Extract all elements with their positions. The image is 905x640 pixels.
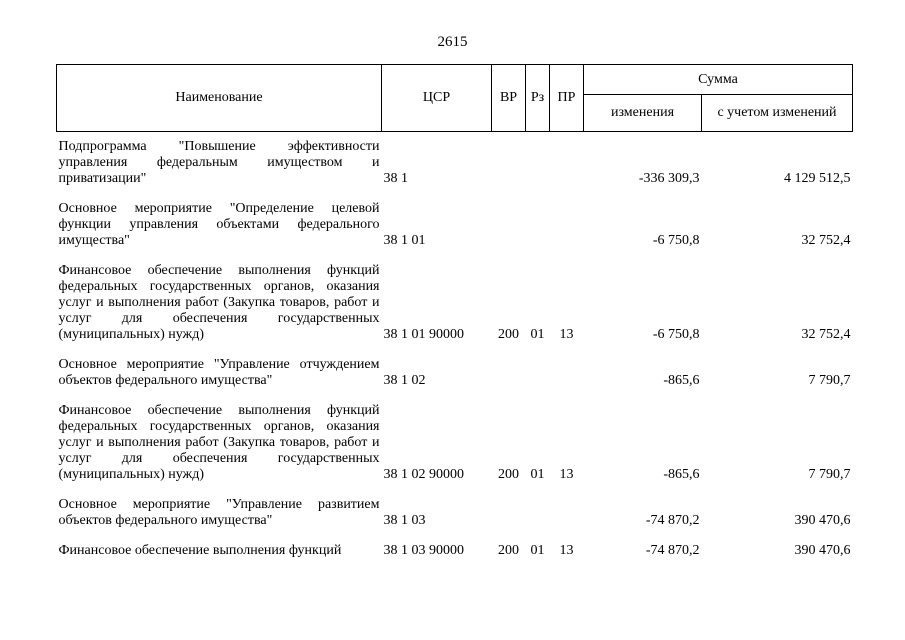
row-pr bbox=[550, 486, 584, 532]
row-name: Подпрограмма "Повышение эффективности управления федеральным имуществом и приватизации" bbox=[58, 139, 380, 186]
row-pr bbox=[550, 190, 584, 252]
table-row bbox=[57, 252, 853, 346]
budget-table bbox=[56, 64, 853, 562]
row-total: 32 752,4 bbox=[801, 327, 851, 342]
row-vr bbox=[492, 190, 526, 252]
header-pr: ПР bbox=[550, 65, 584, 132]
row-rz bbox=[526, 132, 550, 191]
row-vr bbox=[492, 132, 526, 191]
row-change: -865,6 bbox=[663, 373, 700, 388]
row-total: 7 790,7 bbox=[808, 467, 851, 482]
row-vr: 200 bbox=[498, 467, 519, 482]
header-with-change: с учетом изменений bbox=[702, 95, 853, 132]
table-row bbox=[57, 346, 853, 392]
row-csr: 38 1 02 90000 bbox=[383, 467, 464, 482]
row-pr: 13 bbox=[559, 467, 574, 482]
row-name: Основное мероприятие "Управление развитием объектов федерального имущества" bbox=[58, 497, 380, 528]
row-rz: 01 bbox=[530, 467, 545, 482]
table-row bbox=[57, 392, 853, 486]
row-csr: 38 1 03 bbox=[383, 513, 426, 528]
header-rz: Рз bbox=[526, 65, 550, 132]
row-pr: 13 bbox=[559, 543, 574, 558]
row-rz bbox=[526, 190, 550, 252]
row-pr: 13 bbox=[559, 327, 574, 342]
row-csr: 38 1 03 90000 bbox=[383, 543, 464, 558]
row-change: -74 870,2 bbox=[645, 543, 700, 558]
row-change: -6 750,8 bbox=[652, 233, 700, 248]
table-body bbox=[57, 132, 853, 563]
header-change: изменения bbox=[584, 95, 702, 132]
table-row bbox=[57, 532, 853, 562]
row-csr: 38 1 01 bbox=[383, 233, 426, 248]
row-rz bbox=[526, 346, 550, 392]
row-csr: 38 1 bbox=[383, 171, 408, 186]
table-row bbox=[57, 486, 853, 532]
row-pr bbox=[550, 132, 584, 191]
row-vr: 200 bbox=[498, 543, 519, 558]
row-name: Финансовое обеспечение выполнения функций федеральных государственных органов, оказания услуг и выполнения работ (Закупка товаров, работ и услуг для обеспечения государственных (муниципальных) нужд) bbox=[58, 403, 380, 482]
row-name: Финансовое обеспечение выполнения функций bbox=[58, 543, 342, 558]
row-csr: 38 1 02 bbox=[383, 373, 426, 388]
row-csr: 38 1 01 90000 bbox=[383, 327, 464, 342]
header-sum: Сумма bbox=[584, 65, 853, 95]
row-vr: 200 bbox=[498, 327, 519, 342]
page-number: 2615 bbox=[437, 34, 468, 50]
table-row bbox=[57, 132, 853, 191]
row-change: -6 750,8 bbox=[652, 327, 700, 342]
table-row bbox=[57, 190, 853, 252]
row-total: 32 752,4 bbox=[801, 233, 851, 248]
row-name: Основное мероприятие "Управление отчуждением объектов федерального имущества" bbox=[58, 357, 380, 388]
row-rz bbox=[526, 486, 550, 532]
row-vr bbox=[492, 486, 526, 532]
row-name: Основное мероприятие "Определение целевой функции управления объектами федерального имущества" bbox=[58, 201, 380, 248]
row-name: Финансовое обеспечение выполнения функций федеральных государственных органов, оказания услуг и выполнения работ (Закупка товаров, работ и услуг для обеспечения государственных (муниципальных) нужд) bbox=[58, 263, 380, 342]
header-csr: ЦСР bbox=[382, 65, 492, 132]
row-rz: 01 bbox=[530, 327, 545, 342]
row-rz: 01 bbox=[530, 543, 545, 558]
row-total: 4 129 512,5 bbox=[784, 171, 851, 186]
row-vr bbox=[492, 346, 526, 392]
row-change: -336 309,3 bbox=[638, 171, 700, 186]
row-change: -865,6 bbox=[663, 467, 700, 482]
row-pr bbox=[550, 346, 584, 392]
header-vr: ВР bbox=[492, 65, 526, 132]
row-total: 7 790,7 bbox=[808, 373, 851, 388]
row-total: 390 470,6 bbox=[794, 513, 851, 528]
row-total: 390 470,6 bbox=[794, 543, 851, 558]
row-change: -74 870,2 bbox=[645, 513, 700, 528]
header-name: Наименование bbox=[57, 65, 382, 132]
